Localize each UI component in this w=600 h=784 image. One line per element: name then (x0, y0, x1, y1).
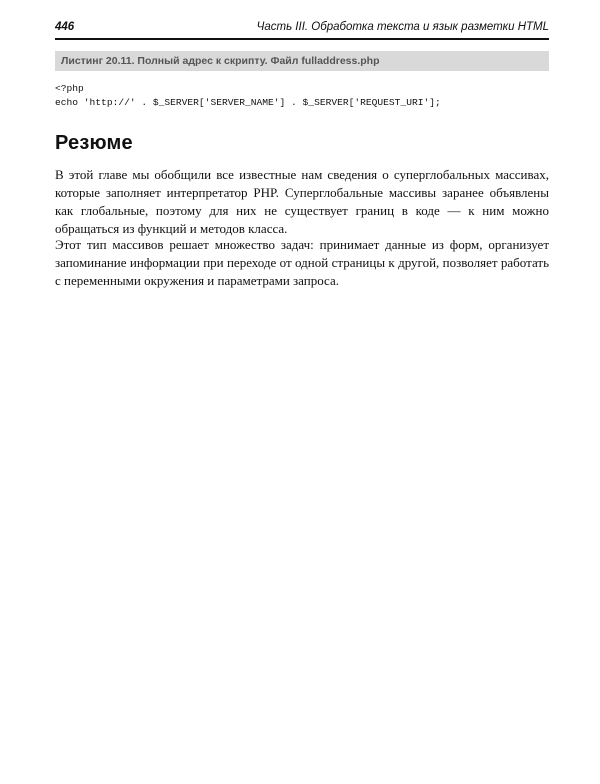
code-line: echo 'http://' . $_SERVER['SERVER_NAME'] . $_SERVER['REQUEST_URI']; (55, 97, 441, 108)
paragraph: Этот тип массивов решает множество задач: принимает данные из форм, организует запоминание информации при переходе от одной страницы к другой, позволяет работать с переменными окружения и параметрами запроса. (55, 237, 549, 288)
section-title: Резюме (55, 132, 133, 154)
paragraph: В этой главе мы обобщили все известные нам сведения о суперглобальных массивах, которые заполняет интерпретатор PHP. Суперглобальные массивы заранее объявлены как глобальные, поэтому для них не существует границ в коде — к ним можно обращаться из функций и методов класса. (55, 167, 549, 236)
code-block (55, 82, 549, 110)
page-number: 446 (55, 21, 75, 33)
listing-caption: Листинг 20.11. Полный адрес к скрипту. Файл fulladdress.php (55, 51, 549, 71)
code-line: <?php (55, 83, 84, 94)
page-header (55, 18, 549, 40)
running-title: Часть III. Обработка текста и язык разметки HTML (256, 21, 549, 33)
